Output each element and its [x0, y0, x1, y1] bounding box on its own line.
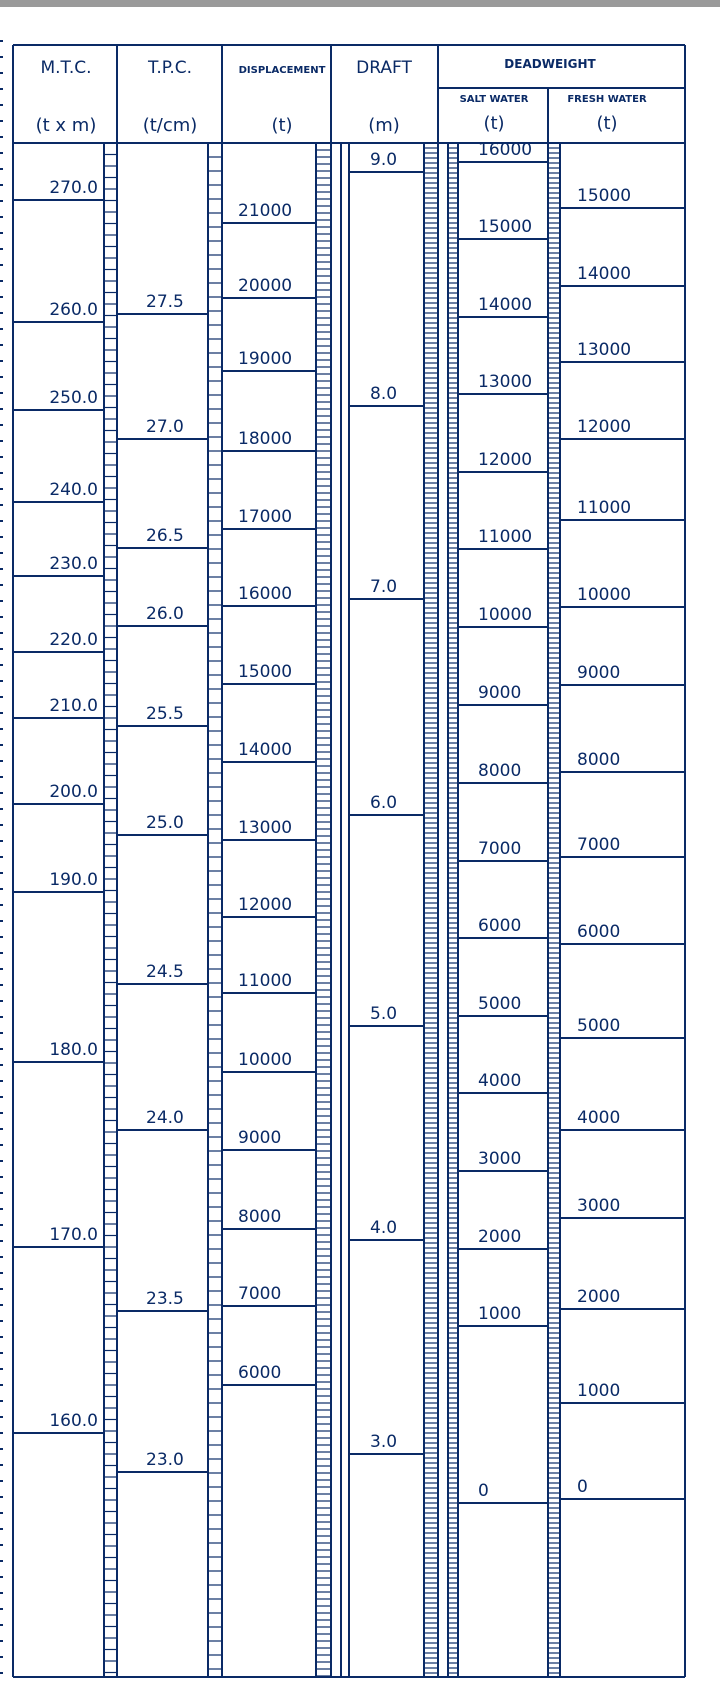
displacement-header: DISPLACEMENT [238, 65, 326, 76]
mtc-unit: (t x m) [35, 115, 97, 136]
displacement-tick-label: 17000 [238, 507, 293, 527]
draft-tick-label: 8.0 [370, 384, 398, 404]
salt-tick-label: 7000 [478, 839, 522, 859]
fresh-tick-label: 13000 [577, 340, 632, 360]
mtc-header: M.T.C. [40, 58, 92, 78]
tpc-tick-label: 25.5 [146, 704, 184, 724]
displacement-tick-label: 16000 [238, 584, 293, 604]
salt-tick-label: 2000 [478, 1227, 522, 1247]
displacement-tick-label: 14000 [238, 740, 293, 760]
displacement-tick-label: 15000 [238, 662, 293, 682]
salt-tick-label: 1000 [478, 1304, 522, 1324]
fresh-tick-label: 3000 [577, 1196, 621, 1216]
fresh-tick-label: 5000 [577, 1016, 621, 1036]
tpc-tick-label: 27.0 [146, 417, 184, 437]
fresh-tick-label: 11000 [577, 498, 632, 518]
fresh-tick-label: 2000 [577, 1287, 621, 1307]
salt-tick-label: 14000 [478, 295, 533, 315]
mtc-tick-label: 270.0 [49, 178, 98, 198]
draft-tick-label: 4.0 [370, 1218, 398, 1238]
fresh-tick-label: 14000 [577, 264, 632, 284]
deadweight-header: DEADWEIGHT [504, 57, 596, 71]
tpc-tick-label: 23.5 [146, 1289, 184, 1309]
mtc-tick-label: 260.0 [49, 300, 98, 320]
displacement-tick-label: 6000 [238, 1363, 282, 1383]
mtc-tick-label: 230.0 [49, 554, 98, 574]
fresh-tick-label: 1000 [577, 1381, 621, 1401]
fresh-water-header: FRESH WATER [567, 94, 647, 105]
displacement-tick-label: 10000 [238, 1050, 293, 1070]
draft-tick-label: 6.0 [370, 793, 398, 813]
fresh-tick-label: 7000 [577, 835, 621, 855]
salt-tick-label: 8000 [478, 761, 522, 781]
tpc-header: T.P.C. [147, 58, 193, 78]
tpc-tick-label: 23.0 [146, 1450, 184, 1470]
draft-tick-label: 3.0 [370, 1432, 398, 1452]
tpc-tick-label: 27.5 [146, 292, 184, 312]
tpc-tick-label: 25.0 [146, 813, 184, 833]
tpc-tick-label: 26.0 [146, 604, 184, 624]
mtc-tick-label: 250.0 [49, 388, 98, 408]
mtc-tick-label: 200.0 [49, 782, 98, 802]
fresh-tick-label: 9000 [577, 663, 621, 683]
salt-tick-label: 12000 [478, 450, 533, 470]
displacement-tick-label: 21000 [238, 201, 293, 221]
fresh-water-unit: (t) [596, 113, 618, 134]
displacement-tick-label: 12000 [238, 895, 293, 915]
draft-header: DRAFT [356, 58, 412, 78]
draft-tick-label: 9.0 [370, 150, 398, 170]
tpc-unit: (t/cm) [142, 115, 198, 136]
displacement-tick-label: 11000 [238, 971, 293, 991]
salt-tick-label: 10000 [478, 605, 533, 625]
salt-tick-label: 15000 [478, 217, 533, 237]
displacement-tick-label: 8000 [238, 1207, 282, 1227]
draft-tick-label: 5.0 [370, 1004, 398, 1024]
mtc-tick-label: 170.0 [49, 1225, 98, 1245]
tpc-tick-label: 24.0 [146, 1108, 184, 1128]
displacement-tick-label: 18000 [238, 429, 293, 449]
frame-lines [13, 45, 685, 1677]
fresh-tick-label: 4000 [577, 1108, 621, 1128]
mtc-tick-label: 160.0 [49, 1411, 98, 1431]
displacement-tick-label: 9000 [238, 1128, 282, 1148]
tpc-tick-label: 24.5 [146, 962, 184, 982]
salt-tick-label: 13000 [478, 372, 533, 392]
salt-tick-label: 4000 [478, 1071, 522, 1091]
mtc-tick-label: 210.0 [49, 696, 98, 716]
draft-tick-label: 7.0 [370, 577, 398, 597]
displacement-tick-label: 20000 [238, 276, 293, 296]
displacement-tick-label: 13000 [238, 818, 293, 838]
salt-tick-label: 5000 [478, 994, 522, 1014]
fresh-tick-label: 8000 [577, 750, 621, 770]
salt-tick-label: 16000 [478, 140, 533, 160]
displacement-unit: (t) [271, 115, 293, 136]
salt-tick-label: 11000 [478, 527, 533, 547]
salt-tick-label: 3000 [478, 1149, 522, 1169]
fresh-tick-label: 10000 [577, 585, 632, 605]
fresh-tick-label: 12000 [577, 417, 632, 437]
fresh-tick-label: 0 [577, 1477, 588, 1497]
mtc-tick-label: 190.0 [49, 870, 98, 890]
fresh-tick-label: 6000 [577, 922, 621, 942]
displacement-tick-label: 19000 [238, 349, 293, 369]
mtc-tick-label: 180.0 [49, 1040, 98, 1060]
salt-water-header: SALT WATER [459, 94, 529, 105]
salt-tick-label: 9000 [478, 683, 522, 703]
displacement-tick-label: 7000 [238, 1284, 282, 1304]
draft-unit: (m) [368, 115, 400, 136]
tpc-tick-label: 26.5 [146, 526, 184, 546]
mtc-tick-label: 220.0 [49, 630, 98, 650]
salt-tick-label: 6000 [478, 916, 522, 936]
salt-water-unit: (t) [483, 113, 505, 134]
fresh-tick-label: 15000 [577, 186, 632, 206]
salt-tick-label: 0 [478, 1481, 489, 1501]
mtc-tick-label: 240.0 [49, 480, 98, 500]
